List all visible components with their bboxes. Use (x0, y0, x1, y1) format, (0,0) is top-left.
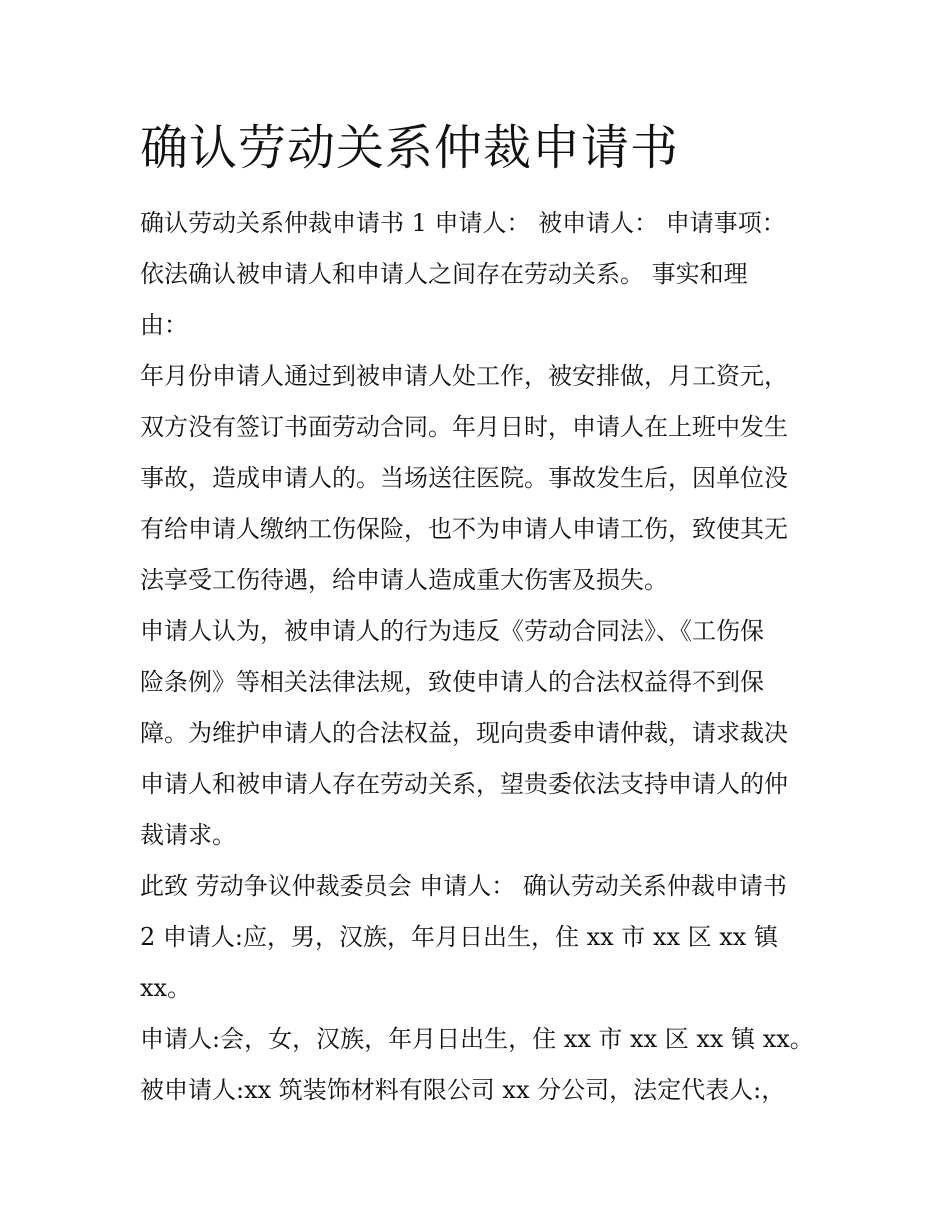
body-line: 有给申请人缴纳工伤保险，也不为申请人申请工伤，致使其无 (140, 515, 788, 543)
body-line: xx。 (140, 974, 192, 1002)
body-line: 法享受工伤待遇，给申请人造成重大伤害及损失。 (140, 566, 668, 594)
body-line: 申请人和被申请人存在劳动关系，望贵委依法支持申请人的仲 (140, 770, 788, 798)
body-line: 年月份申请人通过到被申请人处工作，被安排做，月工资元， (140, 362, 788, 390)
body-line: 双方没有签订书面劳动合同。年月日时，申请人在上班中发生 (140, 413, 788, 441)
body-line: 申请人认为，被申请人的行为违反《劳动合同法》、《工伤保 (140, 617, 764, 645)
body-line: 事故，造成申请人的。当场送往医院。事故发生后，因单位没 (140, 464, 788, 492)
document-title: 确认劳动关系仲裁申请书 (140, 120, 680, 176)
body-line: 裁请求。 (140, 821, 236, 849)
body-line: 险条例》等相关法律法规，致使申请人的合法权益得不到保 (140, 668, 764, 696)
body-line: 依法确认被申请人和申请人之间存在劳动关系。 事实和理 (140, 260, 748, 288)
body-line: 被申请人:xx 筑装饰材料有限公司 xx 分公司，法定代表人:， (140, 1076, 786, 1104)
body-line: 申请人:会，女，汉族，年月日出生，住 xx 市 xx 区 xx 镇 xx。 (140, 1025, 814, 1053)
body-line: 2 申请人:应，男，汉族，年月日出生，住 xx 市 xx 区 xx 镇 (140, 923, 778, 951)
body-line: 由： (140, 311, 188, 339)
body-line: 确认劳动关系仲裁申请书 1 申请人： 被申请人： 申请事项： (140, 209, 786, 237)
body-line: 障。为维护申请人的合法权益，现向贵委申请仲裁，请求裁决 (140, 719, 788, 747)
body-line: 此致 劳动争议仲裁委员会 申请人： 确认劳动关系仲裁申请书 (140, 872, 787, 900)
document-body (140, 198, 830, 1116)
